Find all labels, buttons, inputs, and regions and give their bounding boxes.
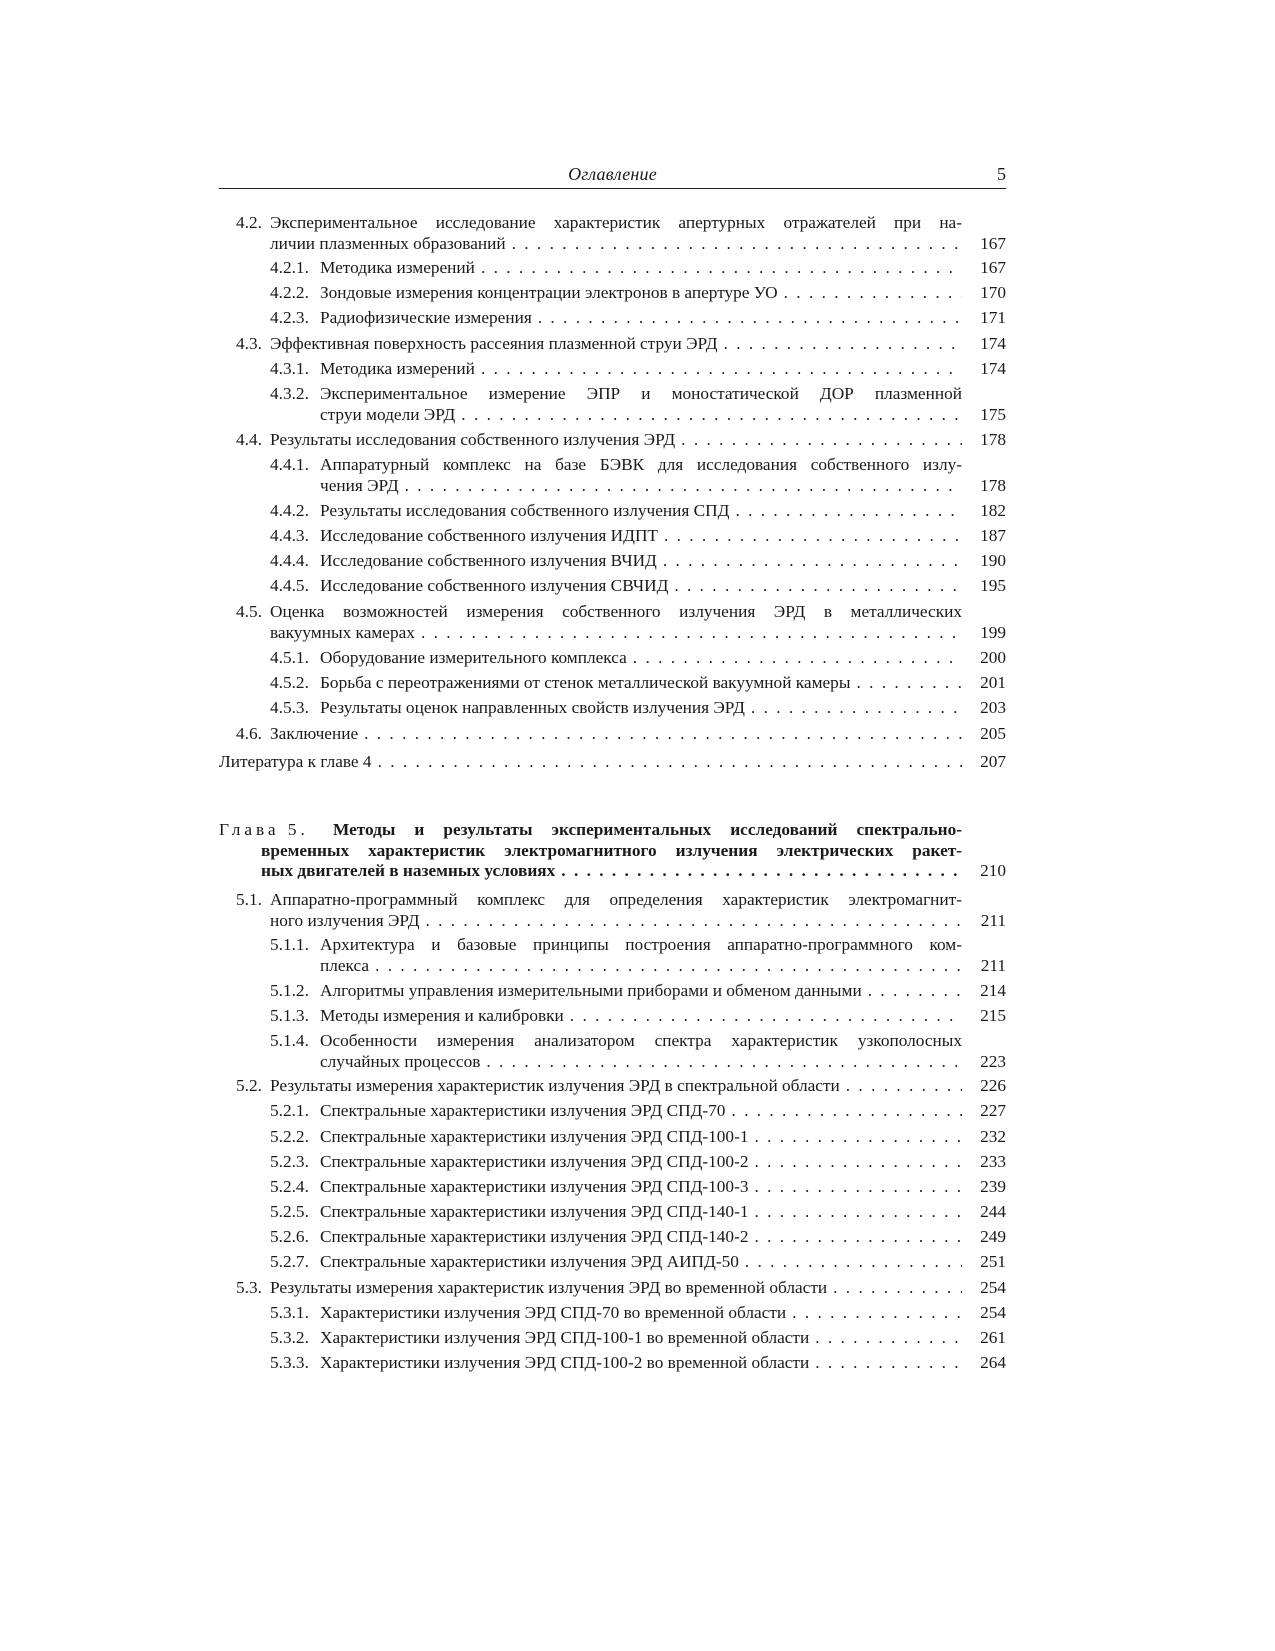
toc-entry[interactable] [236, 602, 1006, 643]
entry-page-number: 249 [980, 1227, 1006, 1246]
entry-title: Результаты измерения характеристик излучения ЭРД во временной области [270, 1278, 828, 1297]
entry-number: 5.2.7. [270, 1252, 309, 1271]
entry-title: Спектральные характеристики излучения ЭРД СПД-100-1 [320, 1127, 749, 1146]
entry-number: 5.1.3. [270, 1006, 309, 1025]
entry-page-number: 190 [980, 551, 1006, 570]
dot-leader [748, 1177, 962, 1198]
entry-title: Зондовые измерения концентрации электронов в апертуре УО [320, 283, 778, 302]
entry-page-number: 187 [980, 526, 1006, 545]
chapter-entry[interactable] [219, 820, 1006, 882]
entry-page-number: 232 [980, 1127, 1006, 1146]
entry-title: Заключение [270, 724, 359, 743]
toc-entry[interactable] [270, 1152, 1006, 1173]
entry-number: Глава 5. [219, 820, 309, 839]
entry-title: Аппаратурный комплекс на базе БЭВК для исследования собственного излу- [320, 455, 962, 474]
toc-entry[interactable] [270, 501, 1006, 522]
entry-title: Спектральные характеристики излучения ЭРД СПД-70 [320, 1101, 726, 1120]
entry-page-number: 175 [980, 404, 1006, 424]
entry-title: Характеристики излучения ЭРД СПД-100-1 во временной области [320, 1328, 810, 1347]
dot-leader [850, 673, 962, 694]
entry-title: Методика измерений [320, 258, 475, 277]
entry-number: 5.1.4. [270, 1031, 309, 1050]
entry-page-number: 211 [980, 955, 1006, 975]
toc-entry[interactable] [270, 1328, 1006, 1349]
entry-title: Экспериментальное исследование характеристик апертурных отражателей при на- [270, 213, 962, 232]
dot-leader [827, 1278, 962, 1299]
entry-number: 5.2.1. [270, 1101, 309, 1120]
dot-leader [748, 1127, 962, 1148]
entry-title: временных характеристик электромагнитного излучения электрических ракет- [261, 840, 962, 860]
dot-leader [455, 405, 962, 426]
entry-page-number: 182 [980, 501, 1006, 520]
entry-title: Результаты измерения характеристик излучения ЭРД в спектральной области [270, 1076, 840, 1095]
entry-title: Аппаратно-программный комплекс для определения характеристик электромагнит- [270, 890, 962, 909]
entry-page-number: 264 [980, 1353, 1006, 1372]
entry-title: Экспериментальное измерение ЭПР и моностатической ДОР плазменной [320, 384, 962, 403]
entry-number: 4.6. [236, 724, 262, 743]
entry-number: 4.5.2. [270, 673, 309, 692]
entry-title: Оценка возможностей измерения собственного излучения ЭРД в металлических [270, 602, 962, 621]
toc-entry[interactable] [270, 384, 1006, 425]
entry-title: Оборудование измерительного комплекса [320, 648, 627, 667]
toc-entry[interactable] [236, 430, 1006, 451]
entry-page-number: 170 [980, 283, 1006, 302]
toc-entry[interactable] [236, 724, 1006, 745]
dot-leader [372, 752, 962, 773]
entry-title: Характеристики излучения ЭРД СПД-100-2 во временной области [320, 1353, 810, 1372]
entry-title: Характеристики излучения ЭРД СПД-70 во временной области [320, 1303, 787, 1322]
entry-number: 4.5. [236, 602, 262, 621]
entry-title: Исследование собственного излучения ВЧИД [320, 551, 657, 570]
toc-entry[interactable] [270, 308, 1006, 329]
dot-leader [725, 1101, 962, 1122]
toc-entry[interactable] [270, 648, 1006, 669]
dot-leader [475, 258, 962, 279]
toc-entry[interactable] [270, 359, 1006, 380]
dot-leader [745, 698, 962, 719]
entry-number: 5.3.1. [270, 1303, 309, 1322]
dot-leader [809, 1353, 962, 1374]
entry-page-number: 214 [980, 981, 1006, 1000]
toc-entry[interactable] [236, 1076, 1006, 1097]
entry-number: 5.1.2. [270, 981, 309, 1000]
entry-page-number: 215 [980, 1006, 1006, 1025]
dot-leader [369, 956, 962, 977]
toc-entry[interactable] [236, 890, 1006, 931]
entry-page-number: 207 [980, 752, 1006, 771]
entry-page-number: 203 [980, 698, 1006, 717]
entry-title: Результаты исследования собственного излучения ЭРД [270, 430, 676, 449]
entry-page-number: 205 [980, 724, 1006, 743]
entry-page-number: 210 [980, 861, 1006, 880]
toc-entry[interactable] [270, 673, 1006, 694]
entry-number: 4.2.2. [270, 283, 309, 302]
toc-entry[interactable] [270, 1303, 1006, 1324]
dot-leader [748, 1152, 962, 1173]
entry-number: 4.4. [236, 430, 262, 449]
entry-title: Спектральные характеристики излучения ЭРД СПД-140-2 [320, 1227, 749, 1246]
entry-page-number: 199 [980, 622, 1006, 642]
dot-leader [718, 334, 962, 355]
entry-title: Методика измерений [320, 359, 475, 378]
dot-leader [506, 234, 962, 255]
entry-page-number: 200 [980, 648, 1006, 667]
entry-page-number: 174 [980, 334, 1006, 353]
entry-number: 5.1. [236, 890, 262, 909]
entry-page-number: 195 [980, 576, 1006, 595]
toc-entry[interactable] [270, 981, 1006, 1002]
entry-title: Результаты исследования собственного излучения СПД [320, 501, 730, 520]
entry-page-number: 167 [980, 233, 1006, 253]
entry-page-number: 226 [980, 1076, 1006, 1095]
entry-title: Результаты оценок направленных свойств излучения ЭРД [320, 698, 745, 717]
toc-entry[interactable] [270, 1101, 1006, 1122]
entry-page-number: 211 [980, 910, 1006, 930]
entry-page-number: 254 [980, 1278, 1006, 1297]
toc-entry[interactable] [236, 213, 1006, 254]
toc-entry[interactable] [270, 935, 1006, 976]
entry-title: Эффективная поверхность рассеяния плазменной струи ЭРД [270, 334, 718, 353]
entry-number: 5.2.6. [270, 1227, 309, 1246]
entry-page-number: 178 [980, 475, 1006, 495]
entry-page-number: 178 [980, 430, 1006, 449]
entry-number: 4.3.2. [270, 384, 309, 403]
entry-page-number: 171 [980, 308, 1006, 327]
entry-title: ных двигателей в наземных условиях [261, 861, 556, 880]
toc-entry[interactable] [270, 258, 1006, 279]
toc-entry[interactable] [270, 526, 1006, 547]
dot-leader [415, 623, 962, 644]
entry-page-number: 201 [980, 673, 1006, 692]
dot-leader [729, 501, 962, 522]
entry-title: Борьба с переотражениями от стенок металлической вакуумной камеры [320, 673, 851, 692]
entry-title: Архитектура и базовые принципы построения аппаратно-программного ком- [320, 935, 962, 954]
entry-number: 5.2.2. [270, 1127, 309, 1146]
entry-title: личии плазменных образований [270, 233, 506, 253]
entry-page-number: 254 [980, 1303, 1006, 1322]
dot-leader [657, 551, 962, 572]
entry-number: 4.2. [236, 213, 262, 232]
dot-leader [675, 430, 962, 451]
entry-title: чения ЭРД [320, 475, 399, 495]
dot-leader [399, 476, 962, 497]
dot-leader [480, 1052, 962, 1073]
dot-leader [739, 1252, 962, 1273]
entry-title: ного излучения ЭРД [270, 910, 420, 930]
entry-number: 4.4.5. [270, 576, 309, 595]
entry-number: 5.3. [236, 1278, 262, 1297]
entry-page-number: 239 [980, 1177, 1006, 1196]
dot-leader [862, 981, 962, 1002]
dot-leader [668, 576, 962, 597]
header-title: Оглавление [568, 164, 657, 184]
entry-page-number: 244 [980, 1202, 1006, 1221]
dot-leader [840, 1076, 962, 1097]
entry-number: 5.2. [236, 1076, 262, 1095]
dot-leader [748, 1202, 962, 1223]
toc-entry[interactable] [270, 1227, 1006, 1248]
entry-title: Спектральные характеристики излучения ЭРД АИПД-50 [320, 1252, 739, 1271]
entry-title: Исследование собственного излучения СВЧИД [320, 576, 669, 595]
dot-leader [419, 911, 962, 932]
entry-title: струи модели ЭРД [320, 404, 456, 424]
entry-title: Спектральные характеристики излучения ЭРД СПД-140-1 [320, 1202, 749, 1221]
entry-title: Методы измерения и калибровки [320, 1006, 564, 1025]
entry-number: 4.5.1. [270, 648, 309, 667]
entry-title: Алгоритмы управления измерительными приборами и обменом данными [320, 981, 862, 1000]
toc-entry[interactable] [270, 1177, 1006, 1198]
toc-entry[interactable] [270, 455, 1006, 496]
entry-title: случайных процессов [320, 1051, 481, 1071]
running-header [219, 164, 1006, 189]
toc-entry[interactable] [270, 1127, 1006, 1148]
dot-leader [555, 861, 962, 882]
entry-number: 4.4.1. [270, 455, 309, 474]
entry-title: Особенности измерения анализатором спектра характеристик узкополосных [320, 1031, 962, 1050]
toc-entry[interactable] [219, 752, 1006, 773]
entry-page-number: 167 [980, 258, 1006, 277]
entry-title: Спектральные характеристики излучения ЭРД СПД-100-2 [320, 1152, 749, 1171]
toc-entry[interactable] [270, 1006, 1006, 1027]
entry-number: 5.3.2. [270, 1328, 309, 1347]
entry-number: 5.2.4. [270, 1177, 309, 1196]
entry-number: 4.4.4. [270, 551, 309, 570]
entry-number: 5.2.5. [270, 1202, 309, 1221]
entry-page-number: 261 [980, 1328, 1006, 1347]
dot-leader [658, 526, 962, 547]
entry-title: Спектральные характеристики излучения ЭРД СПД-100-3 [320, 1177, 749, 1196]
entry-page-number: 251 [980, 1252, 1006, 1271]
entry-title: Исследование собственного излучения ИДПТ [320, 526, 658, 545]
header-page-number: 5 [997, 164, 1006, 184]
entry-title: плекса [320, 955, 370, 975]
entry-number: 4.2.1. [270, 258, 309, 277]
toc-entry[interactable] [270, 283, 1006, 304]
entry-number: 4.4.3. [270, 526, 309, 545]
entry-page-number: 174 [980, 359, 1006, 378]
entry-title: вакуумных камерах [270, 622, 415, 642]
entry-number: 5.2.3. [270, 1152, 309, 1171]
entry-page-number: 223 [980, 1051, 1006, 1071]
dot-leader [778, 283, 962, 304]
dot-leader [532, 308, 962, 329]
entry-number: 4.5.3. [270, 698, 309, 717]
dot-leader [809, 1328, 962, 1349]
dot-leader [358, 724, 962, 745]
entry-number: 4.4.2. [270, 501, 309, 520]
entry-number: 4.3. [236, 334, 262, 353]
toc-entry[interactable] [270, 551, 1006, 572]
toc-entry[interactable] [270, 576, 1006, 597]
entry-title: Радиофизические измерения [320, 308, 532, 327]
dot-leader [748, 1227, 962, 1248]
entry-number: 5.1.1. [270, 935, 309, 954]
toc-entry[interactable] [236, 334, 1006, 355]
entry-number: 5.3.3. [270, 1353, 309, 1372]
entry-number: 4.3.1. [270, 359, 309, 378]
toc-entry[interactable] [270, 1202, 1006, 1223]
dot-leader [786, 1303, 962, 1324]
toc-entry[interactable] [270, 1252, 1006, 1273]
dot-leader [627, 648, 962, 669]
dot-leader [475, 359, 962, 380]
entry-page-number: 233 [980, 1152, 1006, 1171]
entry-number: 4.2.3. [270, 308, 309, 327]
toc-entry[interactable] [270, 1031, 1006, 1072]
toc-entry[interactable] [236, 1278, 1006, 1299]
toc-entry[interactable] [270, 698, 1006, 719]
dot-leader [564, 1006, 962, 1027]
entry-title: Методы и результаты экспериментальных исследований спектрально- [333, 820, 962, 839]
entry-title: Литература к главе 4 [219, 752, 372, 771]
entry-page-number: 227 [980, 1101, 1006, 1120]
toc-entry[interactable] [270, 1353, 1006, 1374]
